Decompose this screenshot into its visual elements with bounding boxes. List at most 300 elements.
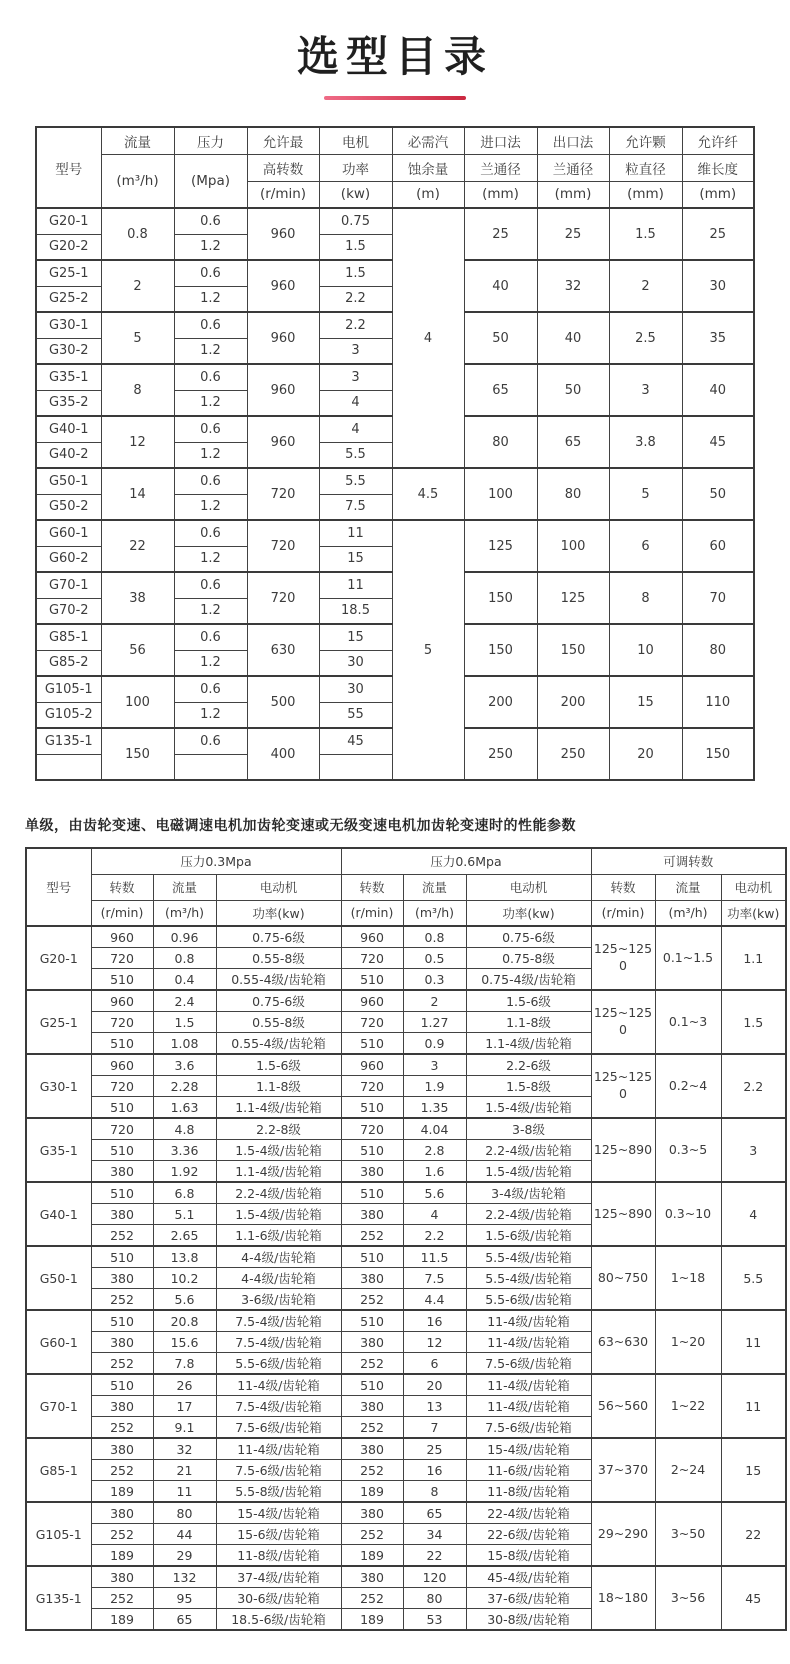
cell-particle-diameter: 3.8	[609, 416, 682, 468]
cell-rpm: 252	[341, 1460, 403, 1481]
cell-fiber-length: 40	[682, 364, 754, 416]
cell-rpm: 960	[91, 926, 153, 948]
col-header-particle-2: 粒直径	[609, 154, 682, 181]
cell-motor-power: 45	[319, 728, 392, 754]
cell-adjustable-power: 3	[721, 1118, 786, 1182]
col-header-flow: 流量	[153, 874, 216, 900]
cell-rpm: 960	[91, 1054, 153, 1076]
cell-motor-power	[319, 754, 392, 780]
cell-adjustable-rpm: 37~370	[591, 1438, 655, 1502]
cell-flow: 44	[153, 1524, 216, 1545]
cell-motor-power: 2.2	[319, 286, 392, 312]
cell-flow: 32	[153, 1438, 216, 1460]
cell-flow: 7.5	[403, 1268, 466, 1289]
cell-flow: 0.9	[403, 1033, 466, 1055]
cell-model	[36, 754, 101, 780]
cell-model: G60-2	[36, 546, 101, 572]
cell-motor-power: 30	[319, 676, 392, 702]
cell-adjustable-flow: 1~20	[655, 1310, 721, 1374]
cell-adjustable-flow: 1~18	[655, 1246, 721, 1310]
cell-motor-power: 3	[319, 338, 392, 364]
cell-rpm: 720	[341, 1118, 403, 1140]
cell-motor-power: 4	[319, 416, 392, 442]
cell-flow: 0.3	[403, 969, 466, 991]
cell-rpm: 252	[341, 1289, 403, 1311]
cell-adjustable-rpm: 18~180	[591, 1566, 655, 1630]
cell-rpm: 510	[91, 1140, 153, 1161]
cell-max-speed: 630	[247, 624, 319, 676]
cell-model: G35-1	[26, 1118, 91, 1182]
cell-rpm: 510	[91, 1310, 153, 1332]
cell-motor: 11-4级/齿轮箱	[466, 1396, 591, 1417]
cell-rpm: 510	[341, 1310, 403, 1332]
cell-motor: 2.2-8级	[216, 1118, 341, 1140]
cell-flow: 0.4	[153, 969, 216, 991]
cell-outlet-flange: 150	[537, 624, 609, 676]
cell-particle-diameter: 15	[609, 676, 682, 728]
page-header	[0, 0, 790, 100]
cell-motor: 45-4级/齿轮箱	[466, 1566, 591, 1588]
cell-rpm: 189	[91, 1481, 153, 1503]
cell-flow: 22	[101, 520, 174, 572]
performance-row	[26, 1246, 786, 1268]
cell-motor: 1.5-8级	[466, 1076, 591, 1097]
cell-inlet-flange: 150	[464, 572, 537, 624]
performance-row	[26, 1438, 786, 1460]
cell-adjustable-power: 45	[721, 1566, 786, 1630]
cell-model: G50-2	[36, 494, 101, 520]
cell-flow: 150	[101, 728, 174, 780]
col-unit-outlet: (mm)	[537, 181, 609, 208]
cell-rpm: 960	[341, 926, 403, 948]
cell-rpm: 189	[341, 1609, 403, 1631]
cell-motor: 11-4级/齿轮箱	[466, 1332, 591, 1353]
performance-row	[26, 990, 786, 1012]
cell-pressure: 1.2	[174, 286, 247, 312]
cell-motor-power: 5.5	[319, 442, 392, 468]
cell-motor-power: 55	[319, 702, 392, 728]
cell-model: G20-2	[36, 234, 101, 260]
cell-pressure: 0.6	[174, 728, 247, 754]
cell-flow: 1.63	[153, 1097, 216, 1119]
cell-model: G20-1	[26, 926, 91, 990]
col-header-outlet-flange-2: 兰通径	[537, 154, 609, 181]
cell-model: G25-2	[36, 286, 101, 312]
cell-pressure: 0.6	[174, 208, 247, 234]
units-header-row	[26, 900, 786, 926]
cell-max-speed: 960	[247, 312, 319, 364]
cell-flow: 0.8	[403, 926, 466, 948]
cell-flow: 9.1	[153, 1417, 216, 1439]
cell-flow: 4.8	[153, 1118, 216, 1140]
cell-flow: 20	[403, 1374, 466, 1396]
col-unit-flow: (m³/h)	[101, 154, 174, 208]
cell-rpm: 252	[91, 1353, 153, 1375]
cell-rpm: 380	[341, 1204, 403, 1225]
cell-flow: 16	[403, 1310, 466, 1332]
cell-motor: 0.55-8级	[216, 948, 341, 969]
cell-pressure: 0.6	[174, 260, 247, 286]
cell-flow: 1.9	[403, 1076, 466, 1097]
cell-fiber-length: 110	[682, 676, 754, 728]
cell-model: G105-1	[36, 676, 101, 702]
cell-pressure: 1.2	[174, 650, 247, 676]
cell-motor: 11-4级/齿轮箱	[466, 1310, 591, 1332]
cell-flow: 100	[101, 676, 174, 728]
cell-motor: 0.55-4级/齿轮箱	[216, 1033, 341, 1055]
cell-rpm: 380	[341, 1566, 403, 1588]
cell-adjustable-power: 1.1	[721, 926, 786, 990]
cell-inlet-flange: 40	[464, 260, 537, 312]
cell-adjustable-flow: 3~56	[655, 1566, 721, 1630]
cell-motor: 1.1-4级/齿轮箱	[216, 1097, 341, 1119]
cell-motor: 7.5-6级/齿轮箱	[216, 1460, 341, 1481]
cell-model: G135-1	[26, 1566, 91, 1630]
cell-motor-power: 18.5	[319, 598, 392, 624]
cell-rpm: 252	[341, 1225, 403, 1247]
cell-rpm: 380	[91, 1268, 153, 1289]
cell-flow: 1.5	[153, 1012, 216, 1033]
cell-motor: 2.2-6级	[466, 1054, 591, 1076]
cell-fiber-length: 25	[682, 208, 754, 260]
cell-motor: 37-4级/齿轮箱	[216, 1566, 341, 1588]
cell-motor: 11-8级/齿轮箱	[216, 1545, 341, 1567]
cell-adjustable-flow: 0.1~1.5	[655, 926, 721, 990]
cell-adjustable-rpm: 29~290	[591, 1502, 655, 1566]
cell-rpm: 380	[341, 1332, 403, 1353]
cell-motor: 11-4级/齿轮箱	[216, 1438, 341, 1460]
cell-model: G60-1	[36, 520, 101, 546]
cell-motor: 30-6级/齿轮箱	[216, 1588, 341, 1609]
cell-outlet-flange: 50	[537, 364, 609, 416]
col-header-max-speed: 允许最	[247, 127, 319, 154]
cell-flow: 0.5	[403, 948, 466, 969]
col-header-motor-power-2: 功率	[319, 154, 392, 181]
cell-rpm: 720	[91, 1012, 153, 1033]
cell-flow: 12	[403, 1332, 466, 1353]
cell-rpm: 252	[91, 1460, 153, 1481]
col-unit-particle: (mm)	[609, 181, 682, 208]
cell-rpm: 380	[91, 1438, 153, 1460]
cell-motor: 1.5-6级	[466, 990, 591, 1012]
cell-flow: 2	[101, 260, 174, 312]
cell-flow: 2.2	[403, 1225, 466, 1247]
cell-motor: 1.5-6级/齿轮箱	[466, 1225, 591, 1247]
cell-outlet-flange: 65	[537, 416, 609, 468]
cell-motor: 15-4级/齿轮箱	[216, 1502, 341, 1524]
col-header-flow: 流量	[101, 127, 174, 154]
col-unit-flow: (m³/h)	[153, 900, 216, 926]
cell-pressure: 1.2	[174, 494, 247, 520]
performance-table	[25, 847, 787, 1631]
cell-pressure: 1.2	[174, 390, 247, 416]
cell-flow: 0.8	[101, 208, 174, 260]
cell-pressure	[174, 754, 247, 780]
col-unit-npsh: (m)	[392, 181, 464, 208]
cell-motor: 2.2-4级/齿轮箱	[466, 1140, 591, 1161]
performance-row	[26, 1054, 786, 1076]
cell-rpm: 189	[341, 1481, 403, 1503]
cell-motor: 7.5-6级/齿轮箱	[466, 1353, 591, 1375]
cell-motor: 7.5-6级/齿轮箱	[466, 1417, 591, 1439]
cell-rpm: 380	[341, 1438, 403, 1460]
cell-fiber-length: 50	[682, 468, 754, 520]
cell-flow: 5	[101, 312, 174, 364]
cell-motor: 0.75-6级	[216, 926, 341, 948]
cell-rpm: 380	[91, 1566, 153, 1588]
cell-particle-diameter: 6	[609, 520, 682, 572]
cell-motor: 1.5-4级/齿轮箱	[466, 1097, 591, 1119]
cell-adjustable-flow: 0.2~4	[655, 1054, 721, 1118]
cell-pressure: 0.6	[174, 468, 247, 494]
cell-motor-power: 11	[319, 520, 392, 546]
cell-rpm: 960	[341, 990, 403, 1012]
cell-flow: 13	[403, 1396, 466, 1417]
cell-flow: 8	[101, 364, 174, 416]
cell-rpm: 380	[341, 1396, 403, 1417]
col-unit-speed: (r/min)	[247, 181, 319, 208]
cell-motor: 1.5-4级/齿轮箱	[216, 1140, 341, 1161]
col-header-motor: 电动机	[216, 874, 341, 900]
cell-flow: 11	[153, 1481, 216, 1503]
cell-outlet-flange: 250	[537, 728, 609, 780]
col-header-model: 型号	[36, 127, 101, 208]
cell-particle-diameter: 1.5	[609, 208, 682, 260]
cell-rpm: 380	[91, 1204, 153, 1225]
cell-motor: 5.5-6级/齿轮箱	[216, 1353, 341, 1375]
cell-motor: 7.5-4级/齿轮箱	[216, 1396, 341, 1417]
cell-outlet-flange: 100	[537, 520, 609, 572]
col-unit-motor: 功率(kw)	[216, 900, 341, 926]
cell-motor: 1.1-8级	[466, 1012, 591, 1033]
cell-rpm: 510	[341, 1374, 403, 1396]
cell-inlet-flange: 50	[464, 312, 537, 364]
cell-motor: 3-8级	[466, 1118, 591, 1140]
cell-model: G40-1	[26, 1182, 91, 1246]
cell-motor-power: 5.5	[319, 468, 392, 494]
cell-flow: 2.28	[153, 1076, 216, 1097]
cell-model: G30-2	[36, 338, 101, 364]
cell-model: G20-1	[36, 208, 101, 234]
cell-fiber-length: 30	[682, 260, 754, 312]
cell-model: G105-2	[36, 702, 101, 728]
cell-rpm: 252	[341, 1524, 403, 1545]
group-header-p06: 压力0.6Mpa	[341, 848, 591, 874]
cell-rpm: 510	[341, 1033, 403, 1055]
group-header-row	[26, 848, 786, 874]
cell-fiber-length: 70	[682, 572, 754, 624]
cell-max-speed: 720	[247, 520, 319, 572]
col-header-inlet-flange: 进口法	[464, 127, 537, 154]
cell-adjustable-flow: 0.3~5	[655, 1118, 721, 1182]
col-unit-pressure: (Mpa)	[174, 154, 247, 208]
cell-model: G35-2	[36, 390, 101, 416]
cell-rpm: 252	[91, 1417, 153, 1439]
performance-row	[26, 1502, 786, 1524]
cell-motor: 1.5-6级	[216, 1054, 341, 1076]
col-unit-motor: 功率(kw)	[721, 900, 786, 926]
cell-motor: 7.5-4级/齿轮箱	[216, 1310, 341, 1332]
cell-flow: 7.8	[153, 1353, 216, 1375]
cell-flow: 15.6	[153, 1332, 216, 1353]
cell-flow: 4	[403, 1204, 466, 1225]
cell-motor: 0.55-8级	[216, 1012, 341, 1033]
col-unit-rpm: (r/min)	[91, 900, 153, 926]
cell-flow: 38	[101, 572, 174, 624]
cell-motor: 1.1-8级	[216, 1076, 341, 1097]
cell-flow: 80	[153, 1502, 216, 1524]
cell-pressure: 1.2	[174, 234, 247, 260]
cell-flow: 95	[153, 1588, 216, 1609]
col-unit-flow: (m³/h)	[403, 900, 466, 926]
cell-rpm: 252	[91, 1289, 153, 1311]
cell-adjustable-rpm: 125~890	[591, 1118, 655, 1182]
cell-motor-power: 1.5	[319, 234, 392, 260]
cell-rpm: 252	[91, 1524, 153, 1545]
col-header-fiber-2: 维长度	[682, 154, 754, 181]
cell-motor: 0.75-6级	[466, 926, 591, 948]
cell-fiber-length: 80	[682, 624, 754, 676]
cell-particle-diameter: 2.5	[609, 312, 682, 364]
cell-motor: 3-4级/齿轮箱	[466, 1182, 591, 1204]
cell-motor-power: 7.5	[319, 494, 392, 520]
cell-flow: 65	[153, 1609, 216, 1631]
cell-flow: 53	[403, 1609, 466, 1631]
cell-flow: 22	[403, 1545, 466, 1567]
cell-particle-diameter: 10	[609, 624, 682, 676]
sub-header-row	[26, 874, 786, 900]
catalog-row	[36, 520, 754, 546]
col-unit-power: (kw)	[319, 181, 392, 208]
cell-rpm: 510	[341, 1097, 403, 1119]
cell-motor: 4-4级/齿轮箱	[216, 1268, 341, 1289]
cell-outlet-flange: 40	[537, 312, 609, 364]
cell-flow: 13.8	[153, 1246, 216, 1268]
cell-motor-power: 11	[319, 572, 392, 598]
cell-max-speed: 720	[247, 572, 319, 624]
col-header-npsh: 必需汽	[392, 127, 464, 154]
cell-adjustable-power: 2.2	[721, 1054, 786, 1118]
cell-rpm: 510	[91, 969, 153, 991]
cell-flow: 8	[403, 1481, 466, 1503]
cell-rpm: 720	[341, 1012, 403, 1033]
cell-adjustable-flow: 2~24	[655, 1438, 721, 1502]
cell-rpm: 380	[91, 1396, 153, 1417]
col-header-flow: 流量	[403, 874, 466, 900]
cell-flow: 1.6	[403, 1161, 466, 1183]
cell-rpm: 510	[341, 969, 403, 991]
cell-pressure: 1.2	[174, 442, 247, 468]
cell-model: G35-1	[36, 364, 101, 390]
cell-motor: 2.2-4级/齿轮箱	[466, 1204, 591, 1225]
cell-adjustable-rpm: 125~1250	[591, 990, 655, 1054]
cell-pressure: 1.2	[174, 546, 247, 572]
performance-table-wrap	[25, 847, 780, 1631]
performance-row	[26, 1374, 786, 1396]
performance-row	[26, 1182, 786, 1204]
cell-motor: 7.5-6级/齿轮箱	[216, 1417, 341, 1439]
cell-rpm: 720	[91, 1118, 153, 1140]
cell-adjustable-power: 1.5	[721, 990, 786, 1054]
cell-flow: 5.6	[403, 1182, 466, 1204]
cell-adjustable-power: 15	[721, 1438, 786, 1502]
cell-inlet-flange: 125	[464, 520, 537, 572]
cell-adjustable-power: 11	[721, 1310, 786, 1374]
cell-adjustable-rpm: 125~1250	[591, 926, 655, 990]
cell-motor: 0.75-8级	[466, 948, 591, 969]
col-header-outlet-flange: 出口法	[537, 127, 609, 154]
header-row-2	[36, 154, 754, 181]
col-header-fiber: 允许纤	[682, 127, 754, 154]
cell-model: G25-1	[36, 260, 101, 286]
cell-motor: 3-6级/齿轮箱	[216, 1289, 341, 1311]
cell-max-speed: 960	[247, 208, 319, 260]
col-unit-inlet: (mm)	[464, 181, 537, 208]
cell-motor-power: 4	[319, 390, 392, 416]
selection-catalog-table	[35, 126, 755, 781]
cell-flow: 20.8	[153, 1310, 216, 1332]
col-header-flow: 流量	[655, 874, 721, 900]
cell-pressure: 0.6	[174, 676, 247, 702]
cell-adjustable-flow: 0.3~10	[655, 1182, 721, 1246]
cell-rpm: 510	[91, 1097, 153, 1119]
cell-motor: 15-6级/齿轮箱	[216, 1524, 341, 1545]
cell-motor-power: 15	[319, 546, 392, 572]
cell-flow: 34	[403, 1524, 466, 1545]
cell-motor: 11-4级/齿轮箱	[216, 1374, 341, 1396]
cell-inlet-flange: 80	[464, 416, 537, 468]
cell-motor: 5.5-6级/齿轮箱	[466, 1289, 591, 1311]
cell-rpm: 510	[91, 1033, 153, 1055]
col-header-model: 型号	[26, 848, 91, 926]
cell-motor: 5.5-4级/齿轮箱	[466, 1246, 591, 1268]
col-header-pressure: 压力	[174, 127, 247, 154]
cell-flow: 21	[153, 1460, 216, 1481]
col-header-rpm: 转数	[591, 874, 655, 900]
cell-motor: 1.1-6级/齿轮箱	[216, 1225, 341, 1247]
cell-rpm: 380	[91, 1161, 153, 1183]
cell-model: G30-1	[36, 312, 101, 338]
cell-motor: 18.5-6级/齿轮箱	[216, 1609, 341, 1631]
cell-rpm: 380	[341, 1502, 403, 1524]
cell-max-speed: 500	[247, 676, 319, 728]
cell-motor: 11-6级/齿轮箱	[466, 1460, 591, 1481]
cell-fiber-length: 35	[682, 312, 754, 364]
cell-motor-power: 1.5	[319, 260, 392, 286]
cell-flow: 4.4	[403, 1289, 466, 1311]
cell-rpm: 720	[341, 1076, 403, 1097]
cell-model: G135-1	[36, 728, 101, 754]
cell-pressure: 0.6	[174, 572, 247, 598]
cell-model: G85-1	[36, 624, 101, 650]
cell-flow: 6.8	[153, 1182, 216, 1204]
performance-table-head	[26, 848, 786, 926]
header-row-1	[36, 127, 754, 154]
cell-flow: 5.6	[153, 1289, 216, 1311]
cell-flow: 0.96	[153, 926, 216, 948]
cell-outlet-flange: 200	[537, 676, 609, 728]
cell-adjustable-flow: 3~50	[655, 1502, 721, 1566]
cell-motor: 5.5-4级/齿轮箱	[466, 1268, 591, 1289]
cell-flow: 5.1	[153, 1204, 216, 1225]
cell-motor: 0.75-4级/齿轮箱	[466, 969, 591, 991]
cell-adjustable-power: 11	[721, 1374, 786, 1438]
cell-rpm: 252	[341, 1417, 403, 1439]
cell-inlet-flange: 250	[464, 728, 537, 780]
cell-rpm: 380	[341, 1268, 403, 1289]
cell-outlet-flange: 32	[537, 260, 609, 312]
performance-table-body	[26, 926, 786, 1630]
